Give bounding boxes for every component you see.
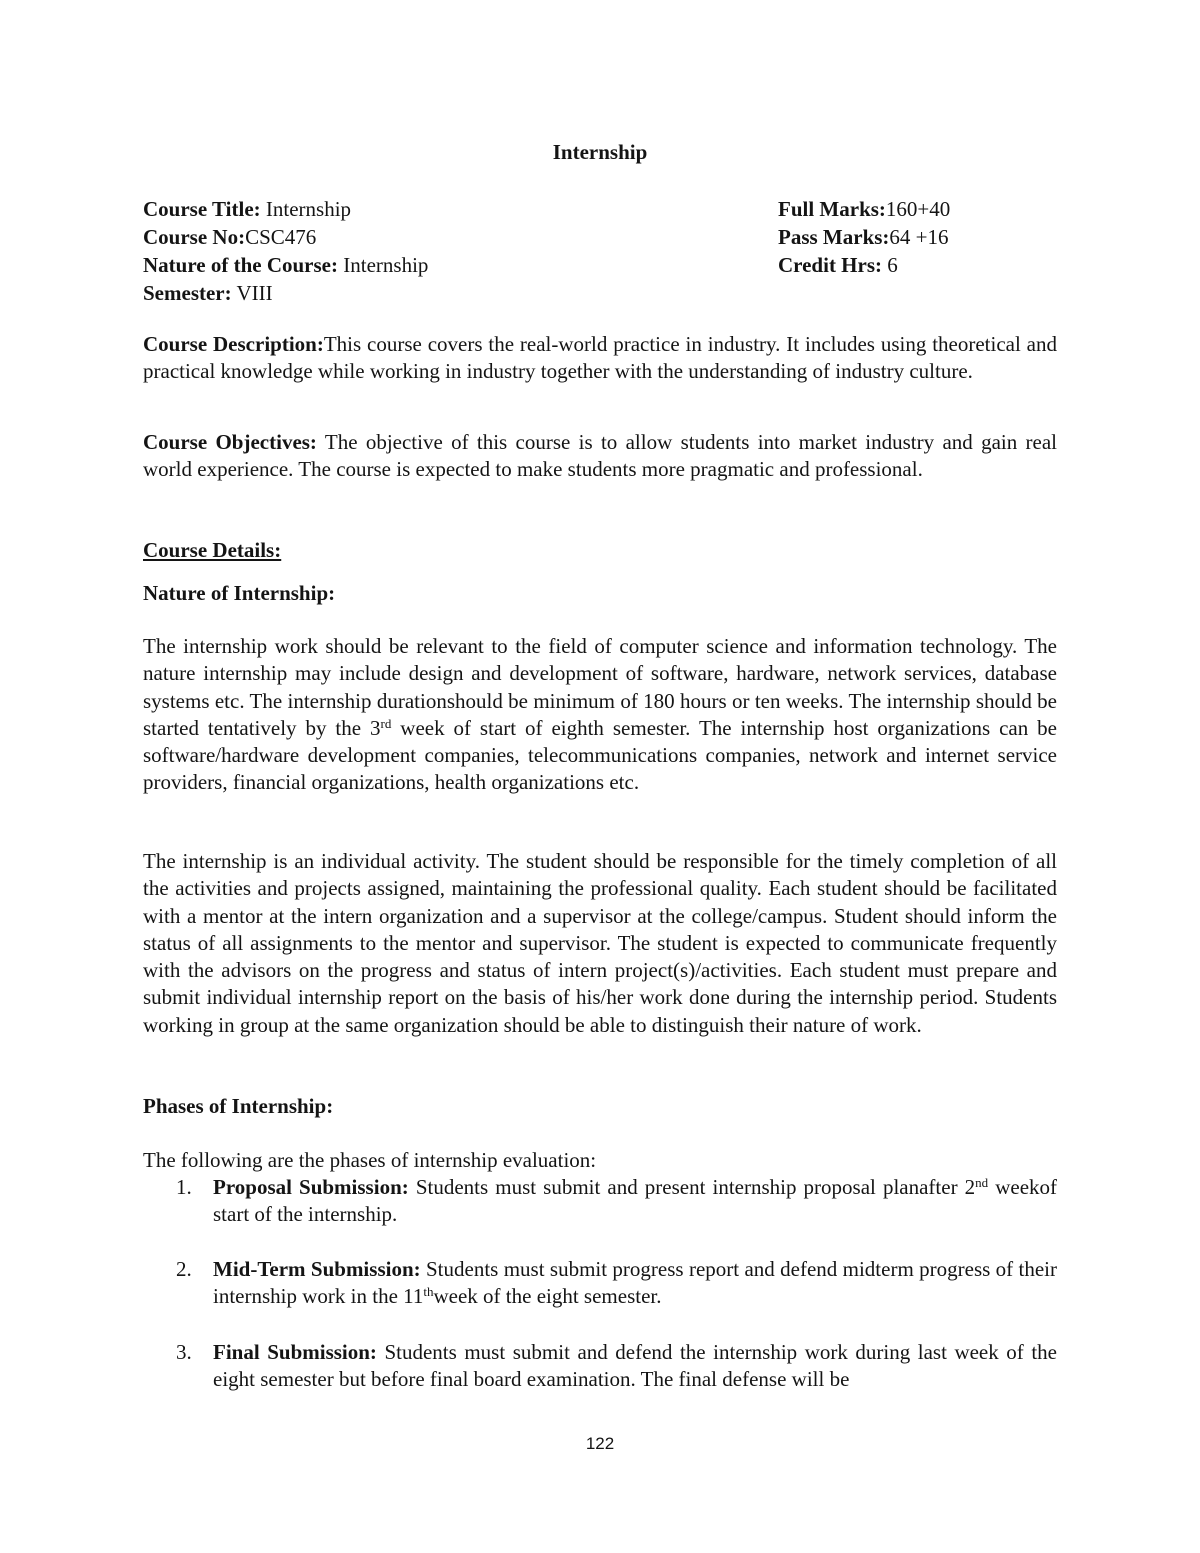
course-description-label: Course Description:: [143, 332, 324, 356]
phase-text-part1: Students must submit and present internship proposal planafter 2: [408, 1175, 976, 1199]
course-meta-left: [143, 195, 428, 307]
nature-paragraph-sup: rd: [380, 715, 392, 731]
phase-label: Proposal Submission:: [213, 1175, 409, 1199]
credit-hrs-value: 6: [882, 253, 898, 277]
course-title-value: Internship: [260, 197, 352, 221]
page-number: 122: [585, 1434, 615, 1453]
semester-value: VIII: [231, 281, 273, 305]
course-objectives-label: Course Objectives:: [143, 430, 317, 454]
course-meta-right: [778, 195, 950, 279]
full-marks-label: Full Marks:: [778, 197, 886, 221]
course-title-row: [143, 195, 428, 223]
course-no-row: [143, 223, 428, 251]
course-nature-label: Nature of the Course:: [143, 253, 338, 277]
pass-marks-label: Pass Marks:: [778, 225, 890, 249]
page-title: Internship: [552, 140, 648, 164]
phases-intro: The following are the phases of internship evaluation:: [143, 1148, 597, 1172]
phase-body: [213, 1339, 1057, 1394]
course-nature-value: Internship: [338, 253, 429, 277]
phase-text-part1: Students must submit progress report and defend midterm progress of their internship work in the 11: [213, 1257, 1057, 1309]
course-objectives: [143, 429, 1057, 484]
semester-row: [143, 279, 428, 307]
phase-label: Mid-Term Submission:: [213, 1257, 421, 1281]
course-description: [143, 331, 1057, 386]
phase-text-sup: nd: [975, 1175, 989, 1190]
pass-marks-row: [778, 223, 950, 251]
semester-label: Semester:: [143, 281, 232, 305]
full-marks-row: [778, 195, 950, 223]
phase-text-part2: weekof start of the internship.: [213, 1175, 1058, 1227]
nature-paragraph: [143, 633, 1057, 797]
activity-paragraph: The internship is an individual activity. The student should be responsible for the timely completion of all the activities and projects assigned, maintaining the professional quality. Each student should be facilitated with a mentor at the intern organization and a supervisor at the college/campus. Student should inform the status of all assignments to the mentor and supervisor. The student is expected to communicate frequently with the advisors on the progress and status of intern project(s)/activities. Each student must prepare and submit individual internship report on the basis of his/her work done during the internship period. Students working in group at the same organization should be able to distinguish their nature of work.: [143, 849, 1057, 1037]
phase-body: [213, 1174, 1057, 1229]
pass-marks-value: 64 +16: [889, 225, 949, 249]
course-details-heading: Course Details:: [143, 538, 282, 562]
phase-number: 3.: [176, 1340, 192, 1364]
phase-text-sup: th: [423, 1284, 434, 1300]
nature-paragraph-part2: week of start of eighth semester. The internship host organizations can be software/hardware development companies, telecommunications companies, network and internet service providers, financial organizations, health organizations etc.: [143, 715, 1057, 795]
course-no-value: CSC476: [245, 225, 317, 249]
nature-of-internship-heading: Nature of Internship:: [143, 581, 336, 605]
course-objectives-text: The objective of this course is to allow students into market industry and gain real world experience. The course is expected to make students more pragmatic and professional.: [143, 430, 1057, 482]
phase-number: 2.: [176, 1257, 192, 1281]
phase-text-part1: Students must submit and defend the internship work during last week of the eight semester but before final board examination. The final defense will be: [213, 1340, 1057, 1392]
credit-hrs-label: Credit Hrs:: [778, 253, 883, 277]
phases-heading: Phases of Internship:: [143, 1094, 334, 1118]
phase-label: Final Submission:: [213, 1340, 377, 1364]
phase-body: [213, 1256, 1057, 1311]
course-no-label: Course No:: [143, 225, 246, 249]
course-description-text: This course covers the real-world practice in industry. It includes using theoretical and practical knowledge while working in industry together with the understanding of industry culture.: [143, 332, 1057, 384]
nature-paragraph-part1: The internship work should be relevant to the field of computer science and information technology. The nature internship may include design and development of software, hardware, network services, database systems etc. The internship durationshould be minimum of 180 hours or ten weeks. The internship should be started tentatively by the 3: [143, 634, 1057, 740]
phase-text-part2: week of the eight semester.: [433, 1284, 662, 1309]
phase-number: 1.: [176, 1175, 192, 1199]
full-marks-value: 160+40: [885, 197, 951, 221]
credit-hrs-row: [778, 251, 950, 279]
course-nature-row: [143, 251, 428, 279]
course-title-label: Course Title:: [143, 197, 261, 221]
